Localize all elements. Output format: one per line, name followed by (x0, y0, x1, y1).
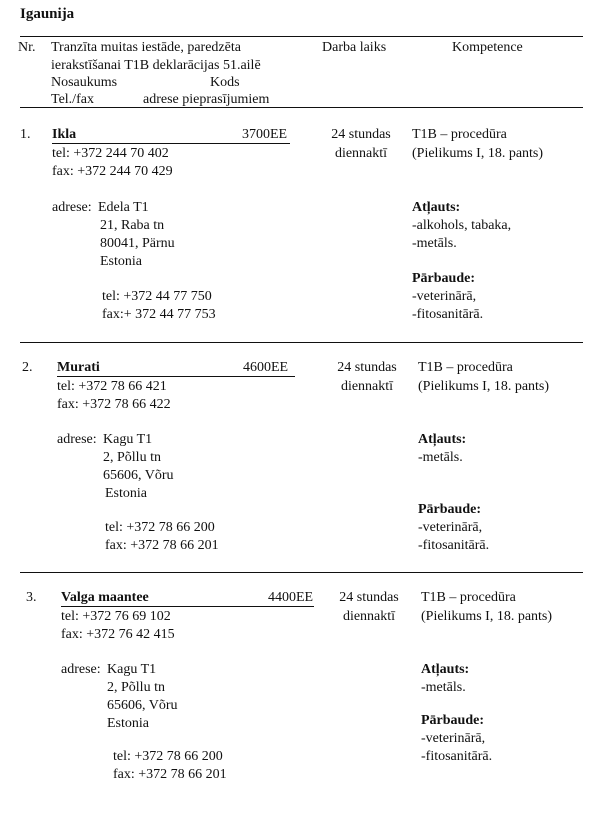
allowed-item: -metāls. (418, 450, 463, 465)
office-tel: tel: +372 244 70 402 (52, 146, 169, 161)
header-office-line2: ierakstīšanai T1B deklarācijas 51.ailē (51, 58, 261, 73)
header-bottom-rule (20, 107, 583, 108)
header-hours: Darba laiks (322, 40, 387, 55)
office-code: 4400EE (268, 590, 314, 605)
allowed-item: -metāls. (421, 680, 466, 695)
procedure: T1B – procedūra (421, 590, 516, 605)
address-line: Estonia (105, 486, 147, 501)
address-line: Estonia (107, 716, 149, 731)
address-tel: tel: +372 78 66 200 (113, 749, 223, 764)
address-line: 65606, Võru (103, 468, 174, 483)
header-office-line1: Tranzīta muitas iestāde, paredzēta (51, 40, 241, 55)
office-name-underline (57, 376, 295, 377)
hours-line2: diennaktī (340, 379, 394, 394)
address-line: 80041, Pärnu (100, 236, 175, 251)
header-address-label: adrese pieprasījumiem (143, 92, 270, 107)
address-tel: tel: +372 44 77 750 (102, 289, 212, 304)
office-code: 4600EE (243, 360, 289, 375)
header-competence: Kompetence (452, 40, 523, 55)
address-fax: fax: +372 78 66 201 (105, 538, 219, 553)
hours-line1: 24 stundas (339, 590, 399, 605)
office-name: Ikla (52, 127, 77, 142)
entry-separator (20, 572, 583, 573)
hours-line2: diennaktī (334, 146, 388, 161)
address-line: Kagu T1 (103, 432, 153, 447)
office-entry-valga (0, 589, 600, 819)
office-entry-murati (0, 359, 600, 589)
procedure: T1B – procedūra (412, 127, 507, 142)
address-line: 21, Raba tn (100, 218, 165, 233)
office-name: Valga maantee (61, 590, 149, 605)
check-item: -fitosanitārā. (421, 749, 493, 764)
check-label: Pārbaude: (412, 271, 475, 286)
allowed-label: Atļauts: (412, 200, 461, 215)
header-top-rule (20, 36, 583, 37)
address-line: Kagu T1 (107, 662, 157, 677)
address-fax: fax:+ 372 44 77 753 (102, 307, 216, 322)
header-nr: Nr. (18, 40, 36, 55)
check-item: -fitosanitārā. (418, 538, 490, 553)
address-line: Estonia (100, 254, 142, 269)
address-label: adrese: (61, 662, 101, 677)
office-fax: fax: +372 244 70 429 (52, 164, 173, 179)
allowed-item: -alkohols, tabaka, (412, 218, 512, 233)
page-title: Igaunija (20, 6, 75, 22)
address-label: adrese: (57, 432, 97, 447)
hours-line1: 24 stundas (331, 127, 391, 142)
entry-number: 3. (26, 590, 37, 605)
office-code: 3700EE (242, 127, 288, 142)
hours-line2: diennaktī (342, 609, 396, 624)
office-name: Murati (57, 360, 100, 375)
entry-number: 2. (22, 360, 33, 375)
check-label: Pārbaude: (418, 502, 481, 517)
address-label: adrese: (52, 200, 92, 215)
address-line: 2, Põllu tn (107, 680, 165, 695)
allowed-label: Atļauts: (418, 432, 467, 447)
header-name-label: Nosaukums (51, 75, 118, 90)
annex-reference: (Pielikums I, 18. pants) (421, 609, 553, 624)
check-item: -fitosanitārā. (412, 307, 484, 322)
office-name-underline (52, 143, 290, 144)
office-fax: fax: +372 76 42 415 (61, 627, 175, 642)
address-line: Edela T1 (98, 200, 149, 215)
check-label: Pārbaude: (421, 713, 484, 728)
procedure: T1B – procedūra (418, 360, 513, 375)
address-fax: fax: +372 78 66 201 (113, 767, 227, 782)
check-item: -veterinārā, (412, 289, 477, 304)
address-line: 65606, Võru (107, 698, 178, 713)
annex-reference: (Pielikums I, 18. pants) (412, 146, 544, 161)
check-item: -veterinārā, (418, 520, 483, 535)
header-tel-label: Tel./fax (51, 92, 94, 107)
entry-separator (20, 342, 583, 343)
office-entry-ikla (0, 126, 600, 356)
address-tel: tel: +372 78 66 200 (105, 520, 215, 535)
address-line: 2, Põllu tn (103, 450, 161, 465)
header-code-label: Kods (210, 75, 240, 90)
office-tel: tel: +372 78 66 421 (57, 379, 167, 394)
annex-reference: (Pielikums I, 18. pants) (418, 379, 550, 394)
hours-line1: 24 stundas (337, 360, 397, 375)
allowed-item: -metāls. (412, 236, 457, 251)
entry-number: 1. (20, 127, 31, 142)
office-fax: fax: +372 78 66 422 (57, 397, 171, 412)
office-name-underline (61, 606, 314, 607)
office-tel: tel: +372 76 69 102 (61, 609, 171, 624)
check-item: -veterinārā, (421, 731, 486, 746)
allowed-label: Atļauts: (421, 662, 470, 677)
